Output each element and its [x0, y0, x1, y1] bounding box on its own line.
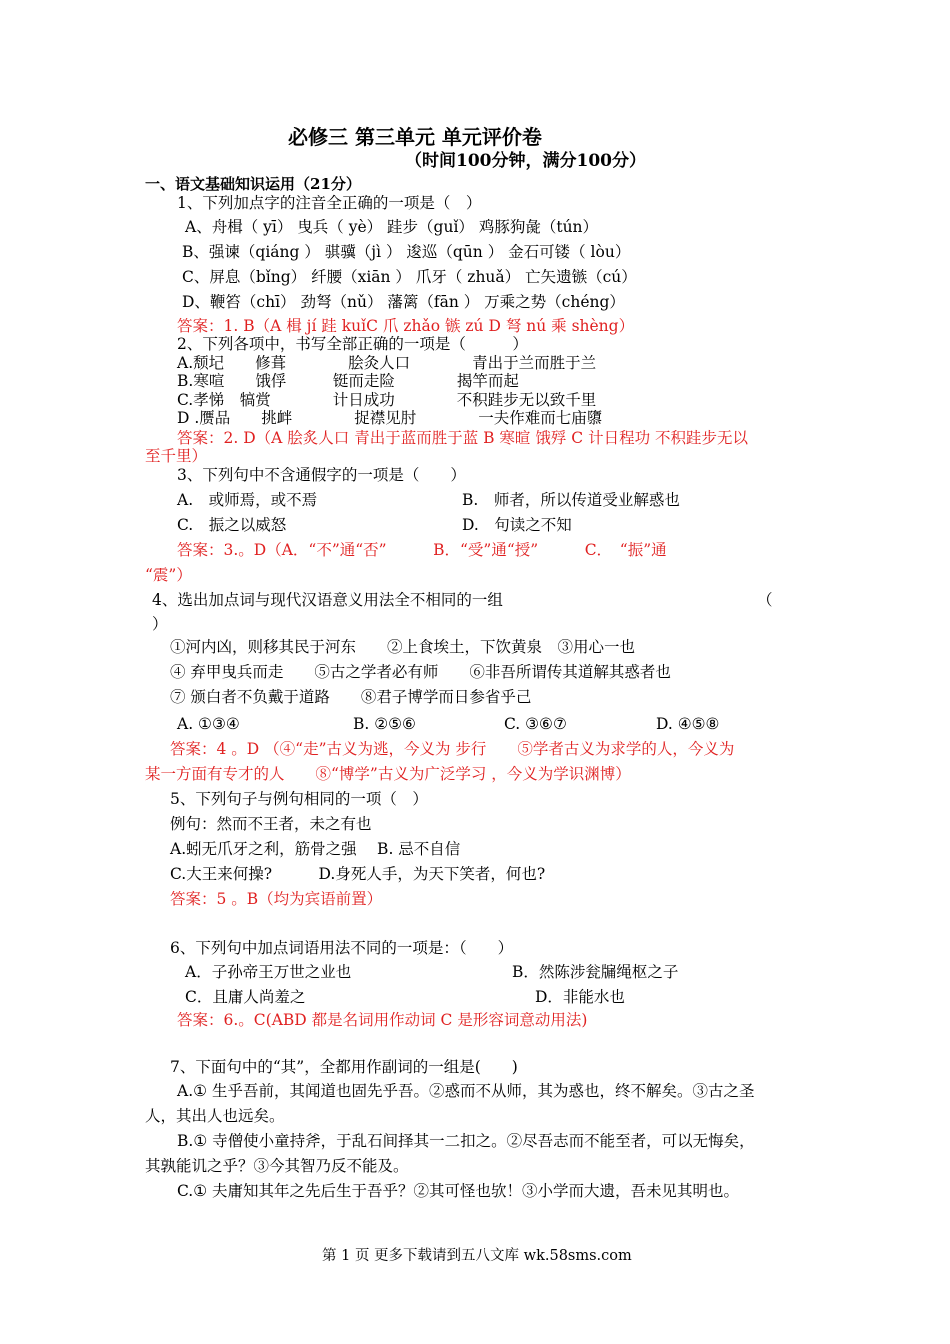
q3-option-a: A. 或师焉，或不焉: [177, 491, 318, 509]
q1-option-a: A、舟楫（ yī） 曳兵（ yè） 跬步（guǐ） 鸡豚狗彘（tún）: [185, 218, 599, 236]
q4-answer-line1: 答案：4 。D （④“走”古义为逃，今义为 步行 ⑤学者古义为求学的人，今义为: [170, 740, 735, 758]
q2-answer-line1: 答案：2. D（A 脍炙人口 青出于蓝而胜于蓝 B 寒暄 饿殍 C 计日程功 不积跬步无以: [177, 429, 749, 447]
q1-option-d: D、鞭笞（chī） 劲弩（nǔ） 藩篱（fān ） 万乘之势（chéng）: [182, 293, 625, 311]
page-title: 必修三 第三单元 单元评价卷: [288, 125, 542, 149]
q6-option-d: D．非能水也: [535, 988, 625, 1006]
q6-answer: 答案：6.。C(ABD 都是名词用作动词 C 是形容词意动用法): [177, 1011, 588, 1029]
q5-options-cd: C.大王来何操? D.身死人手，为天下笑者，何也?: [170, 865, 546, 883]
q4-option-b: B. ②⑤⑥: [353, 715, 416, 733]
q6-option-a: A．子孙帝王万世之业也: [185, 963, 352, 981]
q1-option-c: C、屏息（bǐng） 纤腰（xiān ） 爪牙（ zhuǎ） 亡矢遗镞（cú）: [182, 268, 637, 286]
q3-answer-line2: “震”）: [145, 566, 192, 584]
q7-option-b-line2: 其孰能讥之乎？③今其智乃反不能及。: [145, 1157, 409, 1175]
q4-option-c: C. ③⑥⑦: [504, 715, 567, 733]
q2-option-a: A.颓圮 修葺 脍灸人口 青出于兰而胜于兰: [177, 354, 597, 372]
page-subtitle: （时间100分钟，满分100分）: [405, 151, 646, 171]
q3-answer-line1: 答案：3.。D（A．“不”通“否” B．“受”通“授” C． “振”通: [177, 541, 667, 559]
q7-option-a-line2: 人，其出人也远矣。: [145, 1107, 285, 1125]
q3-option-d: D. 句读之不知: [462, 516, 572, 534]
q4-option-d: D. ④⑤⑧: [656, 715, 720, 733]
q1-stem: 1、下列加点字的注音全正确的一项是（ ）: [177, 194, 482, 212]
q4-answer-line2: 某一方面有专才的人 ⑧“博学”古义为广泛学习 ，今义为学识渊博）: [145, 765, 631, 783]
q6-option-c: C．且庸人尚羞之: [185, 988, 306, 1006]
q3-option-b: B. 师者，所以传道受业解惑也: [462, 491, 680, 509]
q7-option-b-line1: B.① 寺僧使小童持斧，于乱石间择其一二扣之。②尽吾志而不能至者，可以无悔矣，: [177, 1132, 755, 1150]
q5-stem: 5、下列句子与例句相同的一项（ ）: [170, 790, 428, 808]
q7-option-c-line1: C.① 夫庸知其年之先后生于吾乎？②其可怪也欤！③小学而大遗，吾未见其明也。: [177, 1182, 740, 1200]
q3-stem: 3、下列句中不含通假字的一项是（ ）: [177, 466, 466, 484]
q5-answer: 答案：5 。B（均为宾语前置）: [170, 890, 383, 908]
q2-option-d: D .赝品 挑衅 捉襟见肘 一夫作难而七庙隳: [177, 409, 603, 427]
section-heading: 一、语文基础知识运用（21分）: [145, 175, 361, 193]
q6-stem: 6、下列句中加点词语用法不同的一项是：（ ）: [170, 939, 514, 957]
q4-item-row2: ④ 弃甲曳兵而走 ⑤古之学者必有师 ⑥非吾所谓传其道解其惑者也: [170, 663, 671, 681]
q3-option-c: C. 振之以威怒: [177, 516, 287, 534]
q4-paren-open: （: [757, 591, 773, 609]
q7-stem: 7、下面句中的“其”，全都用作副词的一组是( ): [170, 1058, 518, 1076]
q1-answer: 答案：1. B（A 楫 jí 跬 kuǐC 爪 zhǎo 镞 zú D 弩 nú 乘 shèng）: [177, 317, 635, 335]
q7-option-a-line1: A.① 生乎吾前，其闻道也固先乎吾。②惑而不从师，其为惑也，终不解矣。③古之圣: [177, 1082, 755, 1100]
q2-answer-line2: 至千里）: [145, 447, 208, 465]
q2-option-b: B.寒喧 饿俘 铤而走险 揭竿而起: [177, 372, 519, 390]
q1-option-b: B、强谏（qiáng ） 骐骥（jì ） 逡巡（qūn ） 金石可镂（ lòu）: [182, 243, 631, 261]
q2-option-c: C.孝悌 犒赏 计日成功 不积跬步无以致千里: [177, 391, 597, 409]
q5-example: 例句：然而不王者，未之有也: [170, 815, 372, 833]
q4-stem: 4、选出加点词与现代汉语意义用法全不相同的一组: [152, 591, 503, 609]
q4-item-row3: ⑦ 颁白者不负戴于道路 ⑧君子博学而日参省乎己: [170, 688, 532, 706]
q4-paren-close: ）: [152, 615, 168, 633]
q2-stem: 2、下列各项中，书写全部正确的一项是（ ）: [177, 335, 528, 353]
q4-option-a: A. ①③④: [177, 715, 240, 733]
q5-options-ab: A.蚓无爪牙之利，筋骨之强 B. 忌不自信: [170, 840, 461, 858]
q6-option-b: B．然陈涉瓮牖绳枢之子: [512, 963, 679, 981]
page-footer: 第 1 页 更多下载请到五八文库 wk.58sms.com: [322, 1248, 632, 1264]
q4-item-row1: ①河内凶，则移其民于河东 ②上食埃土，下饮黄泉 ③用心一也: [170, 638, 636, 656]
